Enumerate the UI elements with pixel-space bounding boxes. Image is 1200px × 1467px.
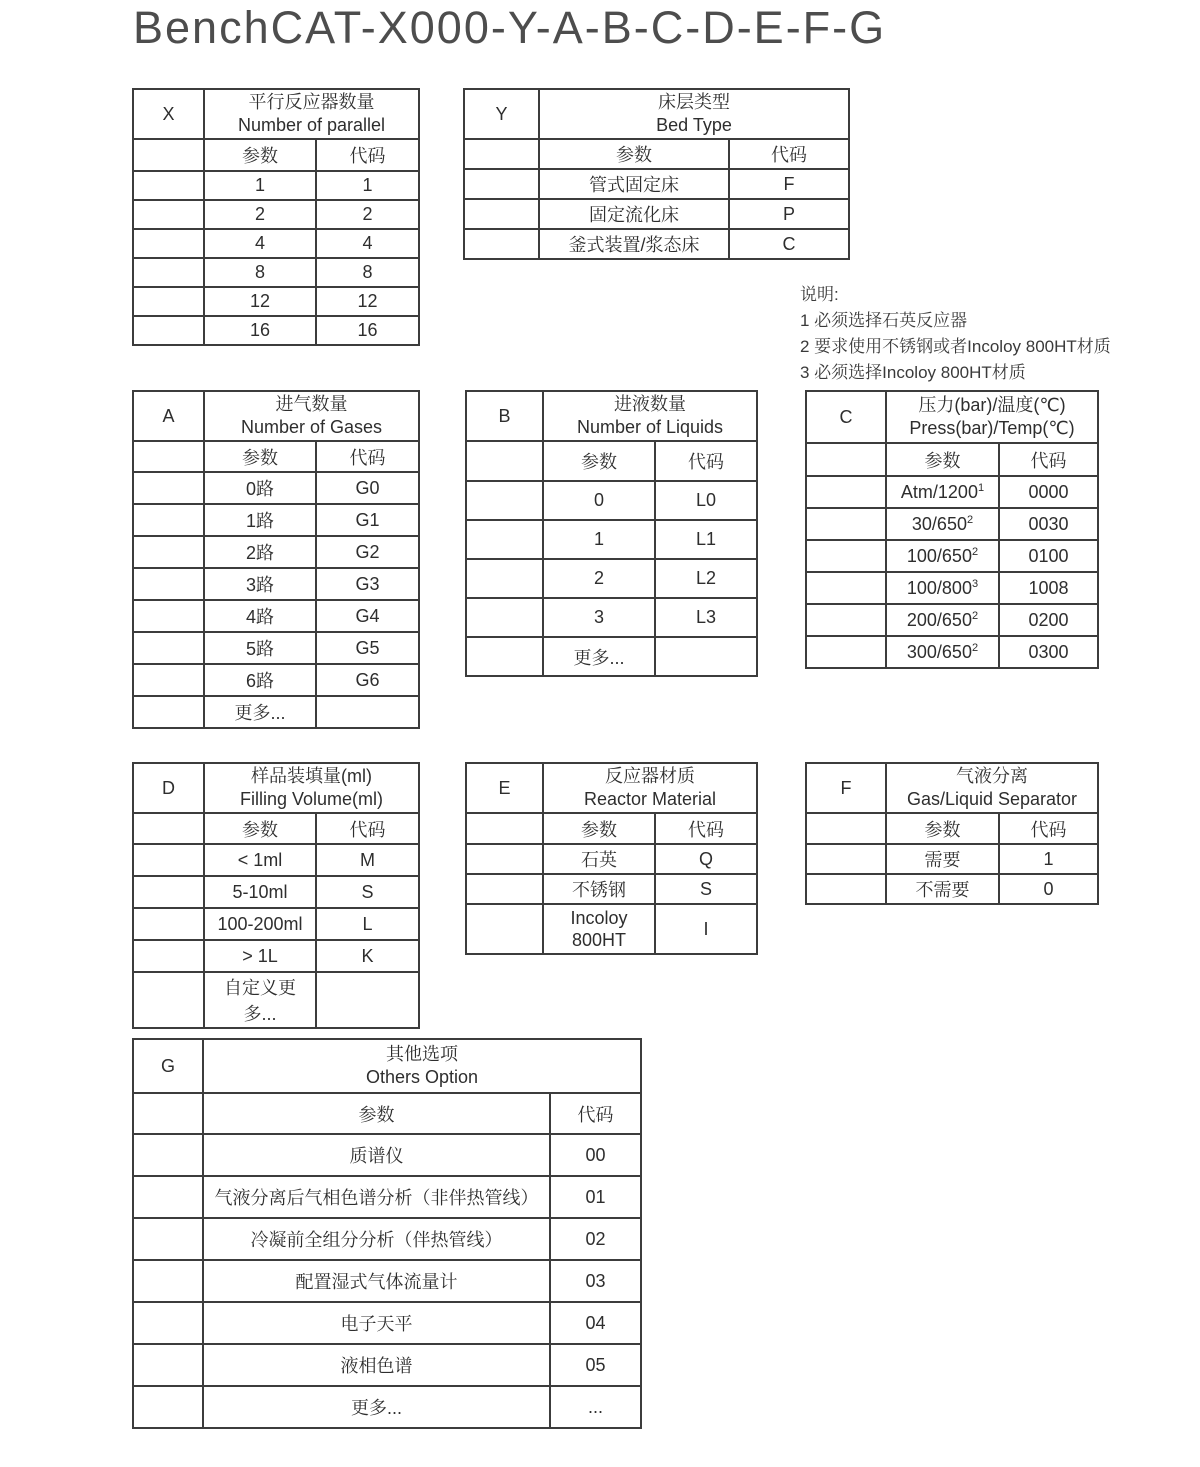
code-cell: G5 [316,632,419,664]
code-cell: S [655,874,757,904]
param-cell: 气液分离后气相色谱分析（非伴热管线） [203,1176,550,1218]
code-header: 代码 [655,813,757,844]
table-row [133,1302,641,1344]
param-cell: 100/800$^3$ [886,572,999,604]
code-header: 代码 [316,441,419,472]
table-row [133,258,419,287]
footnote-ref: 2 [966,513,974,526]
footnote-ref: 2 [971,609,979,622]
code-cell: 2 [316,200,419,229]
param-cell: Incoloy 800HT [543,904,655,954]
spacer-cell [133,600,204,632]
table-row [133,287,419,316]
spacer-cell [806,844,886,874]
code-cell [316,972,419,1028]
param-cell: Atm/1200$^1$ [886,476,999,508]
spacer-cell [464,139,539,169]
spacer-cell [466,813,543,844]
spacer-cell [133,1344,203,1386]
spacer-cell [466,874,543,904]
table-title-cn: 气液分离 [956,766,1028,786]
segment-key: E [466,763,543,813]
code-cell: P [729,199,849,229]
table-title-en: Gas/Liquid Separator [906,789,1078,810]
column-header-row [133,1093,641,1134]
spacer-cell [466,441,543,481]
param-cell: 2路 [204,536,316,568]
column-header-row [806,813,1098,844]
param-cell: 液相色谱 [203,1344,550,1386]
code-cell: L1 [655,520,757,559]
code-cell: 03 [550,1260,641,1302]
code-cell: 04 [550,1302,641,1344]
code-cell: L [316,908,419,940]
spacer-cell [133,536,204,568]
param-cell: 0路 [204,472,316,504]
table-title-en: Bed Type [656,115,732,136]
code-cell: 00 [550,1134,641,1176]
table-row [464,229,849,259]
spacer-cell [806,813,886,844]
spacer-cell [464,169,539,199]
spacer-cell [466,559,543,598]
table-title-cn: 压力(bar)/温度(℃) [918,394,1066,415]
param-header: 参数 [543,813,655,844]
table-row [133,972,419,1028]
code-cell: 1 [316,171,419,200]
code-cell: G0 [316,472,419,504]
table-title-cn: 进液数量 [614,394,686,414]
code-cell: G6 [316,664,419,696]
param-header: 参数 [204,813,316,844]
spacer-cell [133,940,204,972]
param-cell: 6路 [204,664,316,696]
param-cell: 更多... [543,637,655,676]
table-title-row [133,763,419,813]
code-cell: G4 [316,600,419,632]
table-row [466,559,757,598]
param-cell: 100/650$^2$ [886,540,999,572]
code-cell: I [655,904,757,954]
param-header: 参数 [204,139,316,171]
param-cell: 不需要 [886,874,999,904]
param-cell: 4 [204,229,316,258]
table-title-en: Number of parallel [237,115,386,136]
code-cell: 8 [316,258,419,287]
table-f-gas-liquid-separator [805,762,1099,905]
table-row [133,1218,641,1260]
param-cell: 配置湿式气体流量计 [203,1260,550,1302]
table-row [133,664,419,696]
spacer-cell [133,229,204,258]
spacer-cell [466,520,543,559]
spacer-cell [133,472,204,504]
table-title-row [133,391,419,441]
spacer-cell [466,844,543,874]
spacer-cell [466,598,543,637]
table-row [133,1260,641,1302]
spacer-cell [133,813,204,844]
table-title-en: Filling Volume(ml) [239,789,384,810]
param-header: 参数 [203,1093,550,1134]
table-title-en: Reactor Material [583,789,717,810]
table-row [806,844,1098,874]
table-title-cn: 平行反应器数量 [248,92,375,112]
spacer-cell [133,200,204,229]
param-cell: 0 [543,481,655,520]
table-title-en: Number of Gases [240,417,383,438]
table-title-row [133,89,419,139]
spacer-cell [466,481,543,520]
table-title-cell [204,763,419,813]
spacer-cell [133,1176,203,1218]
param-cell: 200/650$^2$ [886,604,999,636]
code-cell: Q [655,844,757,874]
spacer-cell [133,844,204,876]
param-cell: 5路 [204,632,316,664]
param-header: 参数 [539,139,729,169]
param-header: 参数 [204,441,316,472]
code-cell: F [729,169,849,199]
table-row [806,604,1098,636]
table-row [133,876,419,908]
spacer-cell [806,540,886,572]
table-title-cell [539,89,849,139]
table-row [133,1386,641,1428]
spacer-cell [806,636,886,668]
spacer-cell [133,1093,203,1134]
spacer-cell [806,508,886,540]
code-cell: 01 [550,1176,641,1218]
code-header: 代码 [655,441,757,481]
table-d-filling-volume [132,762,420,1029]
footnote-ref: 3 [971,577,979,590]
table-title-row [466,763,757,813]
code-cell [655,637,757,676]
table-title-row [466,391,757,441]
param-header: 参数 [543,441,655,481]
code-cell: 1008 [999,572,1098,604]
code-cell: G1 [316,504,419,536]
spacer-cell [133,1386,203,1428]
code-cell: 4 [316,229,419,258]
table-row [466,481,757,520]
param-header: 参数 [886,813,999,844]
table-row [133,844,419,876]
code-cell: G3 [316,568,419,600]
notes-block [800,282,1111,386]
page-title: BenchCAT-X000-Y-A-B-C-D-E-F-G [133,2,887,53]
spacer-cell [466,637,543,676]
table-row [133,472,419,504]
spacer-cell [133,1218,203,1260]
spacer-cell [133,139,204,171]
spacer-cell [133,1134,203,1176]
spacer-cell [806,443,886,476]
segment-key: F [806,763,886,813]
footnote-ref: 2 [971,641,979,654]
param-cell: 管式固定床 [539,169,729,199]
spacer-cell [133,972,204,1028]
footnote-ref: 1 [977,481,985,494]
param-cell: 冷凝前全组分分析（伴热管线） [203,1218,550,1260]
table-e-reactor-material [465,762,758,955]
segment-key: C [806,391,886,443]
table-title-cn: 床层类型 [658,92,730,112]
code-cell: 0300 [999,636,1098,668]
table-title-cn: 其他选项 [386,1043,458,1064]
table-row [133,536,419,568]
table-row [466,520,757,559]
spacer-cell [133,908,204,940]
table-row [806,540,1098,572]
spacer-cell [133,664,204,696]
spacer-cell [133,171,204,200]
param-cell: 1路 [204,504,316,536]
segment-key: G [133,1039,203,1093]
spacer-cell [133,287,204,316]
param-cell: 4路 [204,600,316,632]
segment-key: X [133,89,204,139]
code-cell: M [316,844,419,876]
param-cell: 1 [543,520,655,559]
spacer-cell [133,258,204,287]
table-c-press-temp [805,390,1099,669]
param-cell: 12 [204,287,316,316]
param-cell: < 1ml [204,844,316,876]
code-cell: 12 [316,287,419,316]
code-cell: 02 [550,1218,641,1260]
table-row [466,874,757,904]
table-row [133,1176,641,1218]
table-title-cn: 进气数量 [275,394,348,414]
table-row [806,874,1098,904]
table-title-cn: 样品装填量(ml) [251,766,372,786]
spacer-cell [806,604,886,636]
code-cell: L3 [655,598,757,637]
table-row [133,316,419,345]
param-cell: 石英 [543,844,655,874]
table-title-cell [203,1039,641,1093]
param-cell: 5-10ml [204,876,316,908]
table-row [806,636,1098,668]
code-header: 代码 [550,1093,641,1134]
table-a-number-of-gases [132,390,420,729]
table-row [466,844,757,874]
table-row [133,1344,641,1386]
code-cell: 0100 [999,540,1098,572]
spacer-cell [133,876,204,908]
table-title-en: Number of Liquids [576,417,724,438]
spacer-cell [466,904,543,954]
spacer-cell [464,199,539,229]
param-header: 参数 [886,443,999,476]
column-header-row [133,139,419,171]
table-row [464,199,849,229]
param-cell: 2 [204,200,316,229]
segment-key: D [133,763,204,813]
code-cell: ... [550,1386,641,1428]
param-cell: 自定义更多... [204,972,316,1028]
table-g-others-option [132,1038,642,1429]
param-cell: 300/650$^2$ [886,636,999,668]
segment-key: A [133,391,204,441]
param-cell: 2 [543,559,655,598]
code-cell: S [316,876,419,908]
table-row [133,504,419,536]
code-cell: 1 [999,844,1098,874]
table-row [464,169,849,199]
table-row [466,904,757,954]
table-row [133,200,419,229]
code-cell: 05 [550,1344,641,1386]
table-row [806,508,1098,540]
param-cell: 100-200ml [204,908,316,940]
code-header: 代码 [316,139,419,171]
code-cell: 0 [999,874,1098,904]
code-cell: 0000 [999,476,1098,508]
spacer-cell [133,1260,203,1302]
param-cell: 釜式装置/浆态床 [539,229,729,259]
param-cell: > 1L [204,940,316,972]
param-cell: 16 [204,316,316,345]
param-cell: 30/650$^2$ [886,508,999,540]
table-row [133,600,419,632]
param-cell: 更多... [204,696,316,728]
code-cell: K [316,940,419,972]
table-b-number-of-liquids [465,390,758,677]
code-header: 代码 [999,443,1098,476]
param-cell: 电子天平 [203,1302,550,1344]
param-cell: 更多... [203,1386,550,1428]
spacer-cell [806,572,886,604]
table-row [133,1134,641,1176]
table-row [806,572,1098,604]
note-line-1: 1 必须选择石英反应器 [800,311,968,330]
code-header: 代码 [999,813,1098,844]
column-header-row [133,813,419,844]
table-x-number-of-parallel [132,88,420,346]
table-title-row [806,391,1098,443]
code-cell: 0030 [999,508,1098,540]
note-line-3: 3 必须选择Incoloy 800HT材质 [800,363,1026,382]
table-title-cell [886,763,1098,813]
spacer-cell [133,316,204,345]
spacer-cell [464,229,539,259]
table-row [133,229,419,258]
param-cell: 不锈钢 [543,874,655,904]
code-cell [316,696,419,728]
table-row [133,696,419,728]
notes-title: 说明: [800,285,839,304]
table-title-cell [204,89,419,139]
table-y-bed-type [463,88,850,260]
table-row [133,171,419,200]
spacer-cell [806,874,886,904]
code-header: 代码 [316,813,419,844]
footnote-ref: 2 [971,545,979,558]
table-title-cn: 反应器材质 [605,766,695,786]
code-cell: G2 [316,536,419,568]
table-title-cell [204,391,419,441]
table-title-row [464,89,849,139]
column-header-row [133,441,419,472]
code-header: 代码 [729,139,849,169]
table-row [133,568,419,600]
spacer-cell [133,504,204,536]
segment-key: B [466,391,543,441]
spacer-cell [133,632,204,664]
table-title-row [133,1039,641,1093]
spacer-cell [133,441,204,472]
param-cell: 需要 [886,844,999,874]
table-title-en: Press(bar)/Temp(℃) [909,418,1075,438]
table-row [466,637,757,676]
code-cell: C [729,229,849,259]
segment-key: Y [464,89,539,139]
table-title-row [806,763,1098,813]
spacer-cell [133,1302,203,1344]
table-title-cell [886,391,1098,443]
table-row [466,598,757,637]
table-row [133,940,419,972]
code-cell: 16 [316,316,419,345]
table-title-en: Others Option [365,1067,479,1087]
code-cell: 0200 [999,604,1098,636]
param-cell: 8 [204,258,316,287]
param-cell: 3 [543,598,655,637]
param-cell: 质谱仪 [203,1134,550,1176]
param-cell: 固定流化床 [539,199,729,229]
code-cell: L0 [655,481,757,520]
param-cell: 3路 [204,568,316,600]
spacer-cell [806,476,886,508]
note-line-2: 2 要求使用不锈钢或者Incoloy 800HT材质 [800,337,1111,356]
spacer-cell [133,696,204,728]
table-row [806,476,1098,508]
code-cell: L2 [655,559,757,598]
table-row [133,632,419,664]
column-header-row [466,813,757,844]
spacer-cell [133,568,204,600]
param-cell: 1 [204,171,316,200]
table-title-cell [543,391,757,441]
column-header-row [464,139,849,169]
table-row [133,908,419,940]
column-header-row [806,443,1098,476]
column-header-row [466,441,757,481]
table-title-cell [543,763,757,813]
